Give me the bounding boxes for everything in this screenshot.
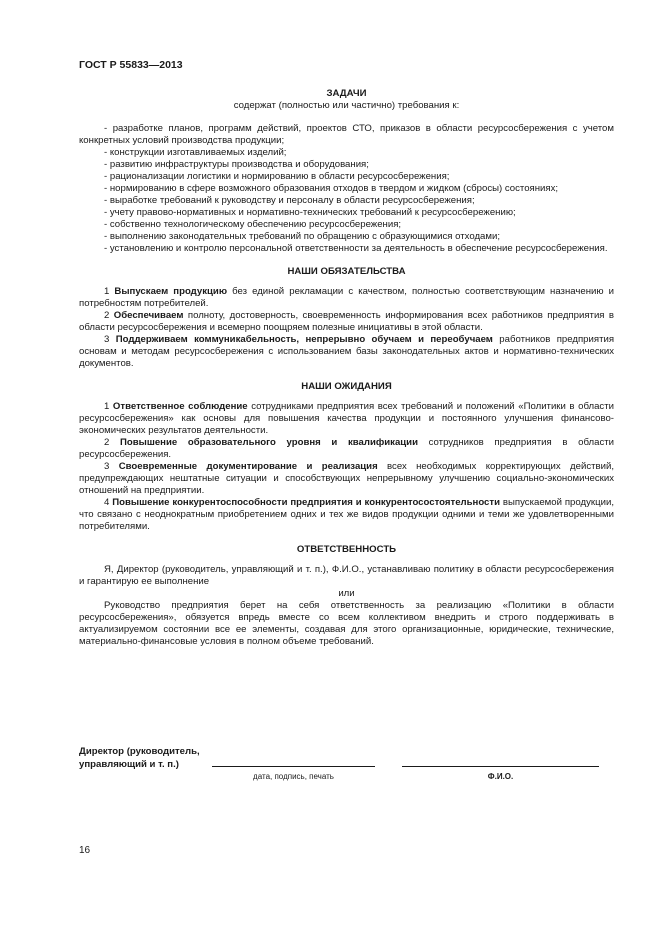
expectation-item: 2 Повышение образовательного уровня и квалификации сотрудников предприятия в области ресурсосбережения.	[79, 437, 614, 460]
obligation-item: 3 Поддерживаем коммуникабельность, непрерывно обучаем и переобучаем работников предприятия основам и методам ресурсосбережения с использованием базы законодательных актов и нормативно-технических документов.	[79, 334, 615, 369]
tasks-section	[79, 88, 614, 255]
signature-line-name	[402, 766, 599, 767]
obligations-section	[79, 266, 614, 370]
page-number: 16	[79, 845, 91, 856]
tasks-list	[79, 123, 614, 255]
expectation-item: 4 Повышение конкурентоспособности предприятия и конкурентосостоятельности выпускаемой продукции, что связано с неоднократным приобретением одних и тех же видов продукции одними и теми же удовлетворенными потребителями.	[79, 497, 614, 532]
expectations-title: НАШИ ОЖИДАНИЯ	[301, 381, 392, 392]
standard-header: ГОСТ Р 55833—2013	[79, 59, 183, 71]
list-item: - нормированию в сфере возможного образования отходов в твердом и жидком (сбросы) состояниях;	[104, 183, 559, 194]
list-item: - разработке планов, программ действий, проектов СТО, приказов в области ресурсосбережения с учетом конкретных условий производства продукции;	[79, 123, 614, 146]
list-item: - выработке требований к руководству и персоналу в области ресурсосбережения;	[104, 195, 475, 206]
signature-caption-date: дата, подпись, печать	[253, 772, 334, 781]
expectation-item: 3 Своевременные документирование и реализация всех необходимых корректирующих действий, предупреждающих нештатные ситуации и способствующих непрерывному улучшению социально-экономических отношений на предприятии.	[79, 461, 614, 496]
obligation-item: 2 Обеспечиваем полноту, достоверность, своевременность информирования всех работников предприятия в области ресурсосбережения и всемерно поощряем полезные инициативы в этой области.	[79, 310, 614, 333]
signature-label: Директор (руководитель, управляющий и т. п.)	[79, 746, 200, 770]
obligations-title: НАШИ ОБЯЗАТЕЛЬСТВА	[287, 266, 406, 277]
responsibility-title: ОТВЕТСТВЕННОСТЬ	[296, 544, 397, 555]
list-item: - выполнению законодательных требований по обращению с образующимися отходами;	[104, 231, 501, 242]
tasks-title: ЗАДАЧИ	[326, 88, 367, 99]
list-item: - собственно технологическому обеспечению ресурсосбережения;	[104, 219, 402, 230]
list-item: - установлению и контролю персональной ответственности за деятельность в обеспечение ресурсосбережения.	[104, 243, 608, 254]
list-item: - учету правово-нормативных и нормативно-технических требований к ресурсосбережению;	[104, 207, 516, 218]
list-item: - рационализации логистики и нормированию в области ресурсосбережения;	[104, 171, 450, 182]
signature-line-date	[212, 766, 375, 767]
responsibility-paragraph-2: Руководство предприятия берет на себя ответственность за реализацию «Политики в области ресурсосбережения», обязуется впредь вместе со всем коллективом внедрить и строго поддерживать в актуализируемом состоянии все ее элементы, создавая для этого организационные, юридические, технические, материально-финансовые условия в полном объеме требований.	[79, 600, 614, 647]
responsibility-section	[79, 544, 614, 648]
list-item: - развитию инфраструктуры производства и оборудования;	[104, 159, 369, 170]
expectation-item: 1 Ответственное соблюдение сотрудниками предприятия всех требований и положений «Политики в области ресурсосбережения» как основы для повышения качества продукции и постоянного улучшения финансово-экономических результатов деятельности.	[79, 401, 614, 436]
or-separator: или	[338, 588, 355, 599]
document-body	[79, 88, 614, 648]
expectations-section	[79, 381, 614, 533]
signature-block	[79, 745, 614, 805]
signature-caption-name: Ф.И.О.	[487, 772, 514, 781]
obligation-item: 1 Выпускаем продукцию без единой рекламации с качеством, полностью соответствующим назначению и потребностям потребителей.	[79, 286, 614, 309]
responsibility-paragraph-1: Я, Директор (руководитель, управляющий и т. п.), Ф.И.О., устанавливаю политику в области ресурсосбережения и гарантирую ее выполнение	[79, 564, 614, 587]
list-item: - конструкции изготавливаемых изделий;	[104, 147, 287, 158]
tasks-subtitle: содержат (полностью или частично) требования к:	[233, 100, 460, 111]
